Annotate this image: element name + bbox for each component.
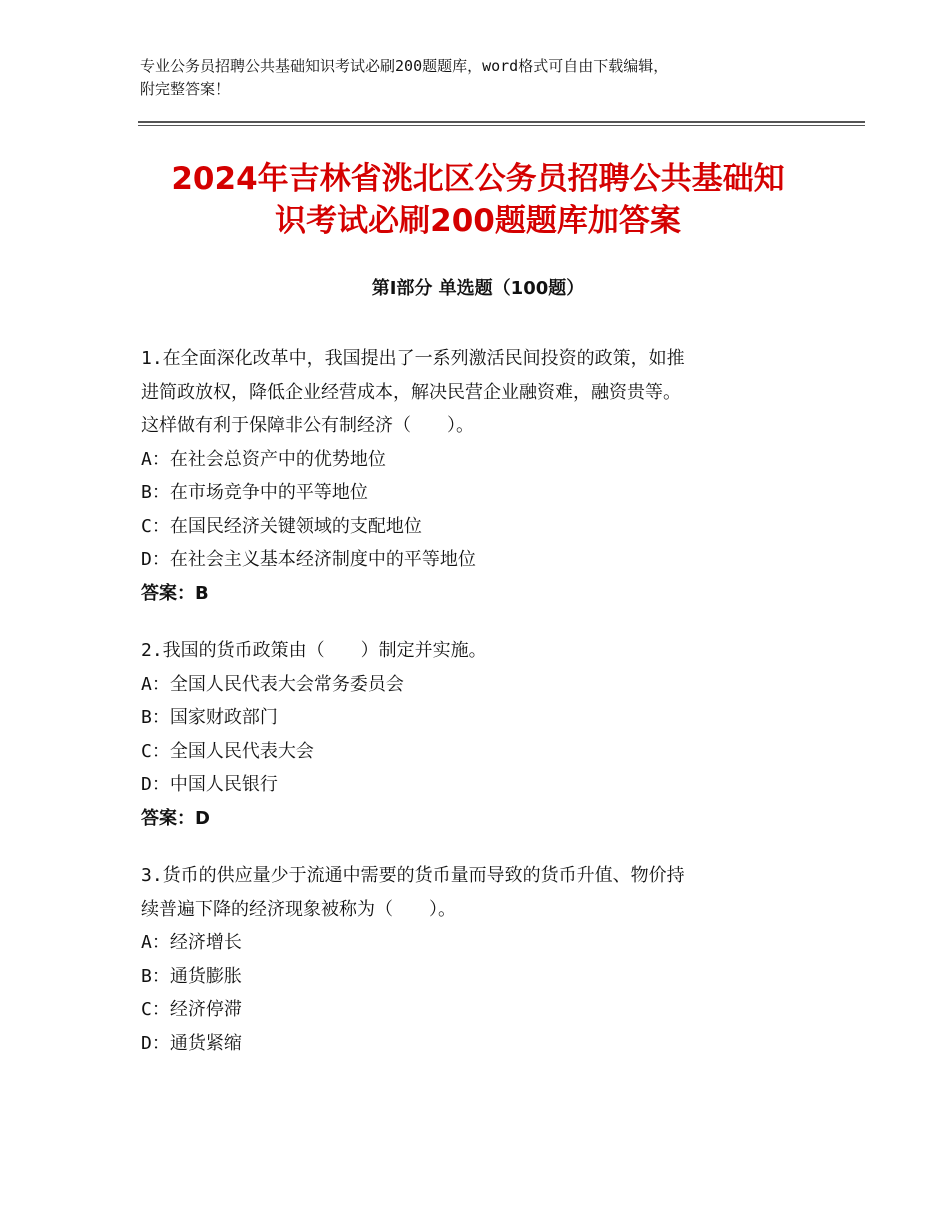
option-a: A：经济增长	[141, 932, 242, 953]
question-stem-line: 1.在全面深化改革中，我国提出了一系列激活民间投资的政策，如推	[141, 348, 685, 369]
header-note-line-2: 附完整答案！	[140, 80, 231, 98]
section-heading: 第Ⅰ部分 单选题（100题）	[371, 278, 585, 299]
header-note	[140, 55, 830, 101]
question-1	[141, 342, 821, 610]
header-divider	[138, 121, 865, 126]
option-a: A：全国人民代表大会常务委员会	[141, 673, 404, 695]
question-stem-line: 3.货币的供应量少于流通中需要的货币量而导致的货币升值、物价持	[141, 865, 685, 886]
option-c: C：经济停滞	[141, 999, 242, 1020]
header-note-line-1: 专业公务员招聘公共基础知识考试必刷200题题库，word格式可自由下载编辑，	[140, 57, 669, 75]
option-b: B：在市场竞争中的平等地位	[141, 482, 368, 503]
question-stem-line: 进简政放权，降低企业经营成本，解决民营企业融资难，融资贵等。	[141, 381, 681, 403]
question-list	[141, 342, 821, 1084]
question-stem-line: 续普遍下降的经济现象被称为（ ）。	[141, 898, 456, 920]
answer: 答案：D	[141, 807, 210, 829]
question-stem-line: 2.我国的货币政策由（ ）制定并实施。	[141, 640, 487, 661]
answer: 答案：B	[141, 582, 209, 604]
option-b: B：通货膨胀	[141, 965, 242, 987]
document-title-line-1: 2024年吉林省洮北区公务员招聘公共基础知	[171, 161, 785, 197]
option-d: D：中国人民银行	[141, 774, 278, 795]
option-d: D：在社会主义基本经济制度中的平等地位	[141, 549, 476, 570]
question-stem-line: 这样做有利于保障非公有制经济（ ）。	[141, 415, 474, 436]
option-c: C：全国人民代表大会	[141, 740, 314, 762]
question-2	[141, 634, 821, 835]
option-a: A：在社会总资产中的优势地位	[141, 448, 386, 470]
option-d: D：通货紧缩	[141, 1032, 242, 1054]
question-3	[141, 859, 821, 1060]
option-b: B：国家财政部门	[141, 707, 278, 728]
document-title-line-2: 识考试必刷200题题库加答案	[275, 203, 681, 239]
document-title	[138, 158, 818, 242]
option-c: C：在国民经济关键领域的支配地位	[141, 515, 422, 537]
